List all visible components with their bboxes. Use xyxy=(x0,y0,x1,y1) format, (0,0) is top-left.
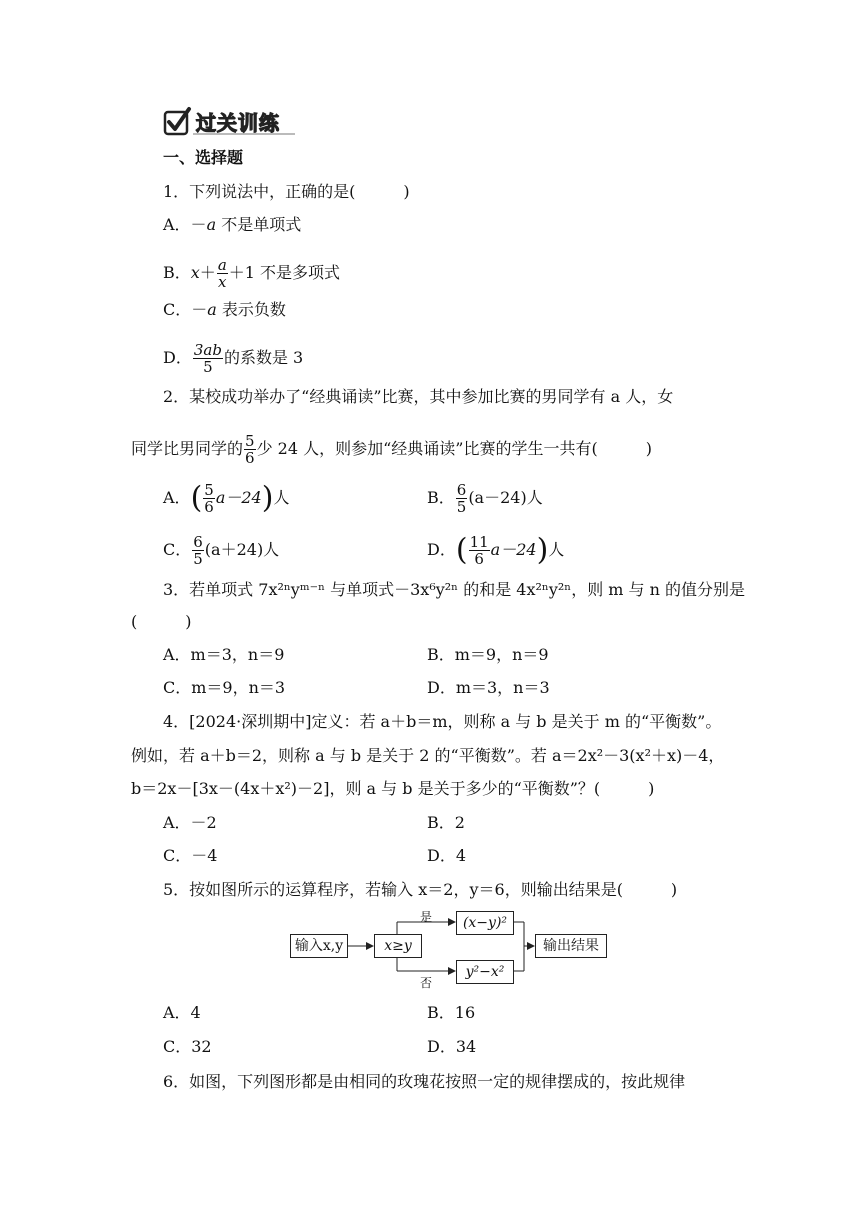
q3-option-d: D．m＝3，n＝3 xyxy=(427,678,550,697)
fraction: $\frac{a}{x}$ xyxy=(217,256,227,291)
section-banner-title: 过关训练 xyxy=(196,111,280,135)
q1-option-a: A．－a 不是单项式 xyxy=(163,215,302,234)
q4-line3: b＝2x－[3x－(4x＋x²)－2]，则 a 与 b 是关于多少的“平衡数”？( ) xyxy=(131,779,655,798)
q5-option-b: B．16 xyxy=(427,1003,476,1022)
q2-option-a: A．( $\frac{5}{6}$ a－24)人 xyxy=(163,480,290,516)
q5-option-d: D．34 xyxy=(427,1037,477,1056)
q6-line1: 6．如图，下列图形都是由相同的玫瑰花按照一定的规律摆成的，按此规律 xyxy=(163,1072,686,1091)
q5-stem: 5．按如图所示的运算程序，若输入 x＝2，y＝6，则输出结果是( ) xyxy=(163,880,678,899)
q1-option-b: B．x＋ $\frac{a}{x}$ ＋1 不是多项式 xyxy=(163,256,341,291)
fraction: $\frac{3ab}{5}$ xyxy=(193,341,222,376)
q4-line1: 4．[2024·深圳期中]定义：若 a＋b＝m，则称 a 与 b 是关于 m 的“平衡数”。 xyxy=(163,712,722,731)
q2-stem-line2: 同学比男同学的 $\frac{5}{6}$ 少 24 人，则参加“经典诵读”比赛的学生一共有( ) xyxy=(131,432,652,467)
q1-stem: 1．下列说法中，正确的是( ) xyxy=(163,182,410,201)
flow-no-label: 否 xyxy=(420,976,433,990)
flow-output-box: 输出结果 xyxy=(535,934,607,958)
q4-option-b: B．2 xyxy=(427,813,465,832)
q3-option-a: A．m＝3，n＝9 xyxy=(163,645,285,664)
q3-option-c: C．m＝9，n＝3 xyxy=(163,678,286,697)
q4-option-c: C．－4 xyxy=(163,846,218,865)
q1-option-d: D． $\frac{3ab}{5}$ 的系数是 3 xyxy=(163,341,304,376)
q4-line2: 例如，若 a＋b＝2，则称 a 与 b 是关于 2 的“平衡数”。若 a＝2x²－3(x²＋x)－4， xyxy=(131,746,725,765)
flow-yes-label: 是 xyxy=(420,910,433,924)
q2-option-b: B． $\frac{6}{5}$ (a－24)人 xyxy=(427,481,543,516)
q3-option-b: B．m＝9，n＝9 xyxy=(427,645,549,664)
q5-option-a: A．4 xyxy=(163,1003,201,1022)
flow-no-expr-box: y²−x² xyxy=(456,960,514,984)
flow-yes-expr-box: (x−y)² xyxy=(456,911,514,935)
q5-option-c: C．32 xyxy=(163,1037,212,1056)
q4-option-d: D．4 xyxy=(427,846,467,865)
q2-stem-line1: 2．某校成功举办了“经典诵读”比赛，其中参加比赛的男同学有 a 人，女 xyxy=(163,387,674,406)
q3-stem-line1: 3．若单项式 7x²ⁿyᵐ⁻ⁿ 与单项式－3x⁶y²ⁿ 的和是 4x²ⁿy²ⁿ，则 m 与 n 的值分别是 xyxy=(163,580,746,599)
flow-condition-box: x≥y xyxy=(374,934,422,958)
q2-option-d: D．( $\frac{11}{6}$ a－24)人 xyxy=(427,532,565,568)
flow-input-box: 输入x,y xyxy=(290,934,348,958)
section-heading: 一、选择题 xyxy=(163,148,244,167)
fraction: $\frac{5}{6}$ xyxy=(245,432,255,467)
q1-option-c: C．－a 表示负数 xyxy=(163,300,286,319)
q3-stem-line2: ( ) xyxy=(131,612,192,631)
q2-option-c: C． $\frac{6}{5}$ (a＋24)人 xyxy=(163,533,280,568)
q4-option-a: A．－2 xyxy=(163,813,217,832)
